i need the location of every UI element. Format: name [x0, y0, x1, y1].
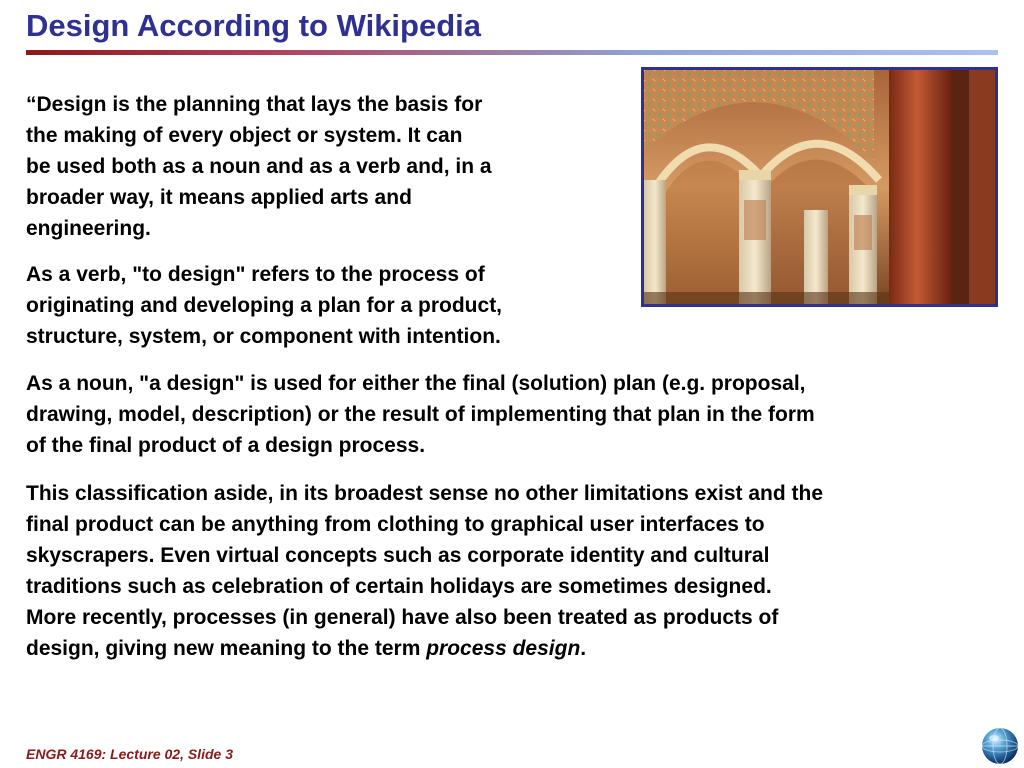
text-line: As a noun, "a design" is used for either the final (solution) plan (e.g. proposal,: [26, 372, 806, 395]
text-line: structure, system, or component with intention.: [26, 325, 501, 348]
text-line: of the final product of a design process.: [26, 434, 426, 457]
paragraph-verb: [26, 259, 502, 352]
text-line: final product can be anything from clothing to graphical user interfaces to: [26, 513, 765, 536]
text-segment: design, giving new meaning to the term: [26, 637, 427, 660]
paragraph-noun: [26, 368, 815, 461]
ornate-vaulted-hall-photo-icon: [644, 70, 995, 304]
ornate-hall-photo: [641, 67, 998, 307]
paragraph-classification: [26, 478, 823, 664]
text-line: drawing, model, description) or the result of implementing that plan in the form: [26, 403, 815, 426]
text-line: As a verb, "to design" refers to the process of: [26, 263, 485, 286]
slide-footer: ENGR 4169: Lecture 02, Slide 3: [26, 746, 233, 762]
title-underline: [26, 50, 998, 55]
text-segment: .: [580, 637, 587, 660]
text-line: engineering.: [26, 217, 151, 240]
paragraph-definition: [26, 89, 492, 244]
text-line: More recently, processes (in general) have also been treated as products of: [26, 606, 779, 629]
text-line: skyscrapers. Even virtual concepts such as corporate identity and cultural: [26, 544, 770, 567]
emphasis-term: process design: [426, 637, 581, 660]
text-line: broader way, it means applied arts and: [26, 186, 412, 209]
text-line-last: [26, 633, 823, 664]
slide-title: Design According to Wikipedia: [26, 8, 482, 43]
text-line: be used both as a noun and as a verb and, in a: [26, 155, 492, 178]
text-line: traditions such as celebration of certain holidays are sometimes designed.: [26, 575, 772, 598]
text-line: originating and developing a plan for a product,: [26, 294, 503, 317]
text-line: “Design is the planning that lays the basis for: [26, 93, 483, 116]
globe-icon: [980, 726, 1020, 766]
text-line: the making of every object or system. It can: [26, 124, 463, 147]
text-line: This classification aside, in its broadest sense no other limitations exist and the: [26, 482, 824, 505]
